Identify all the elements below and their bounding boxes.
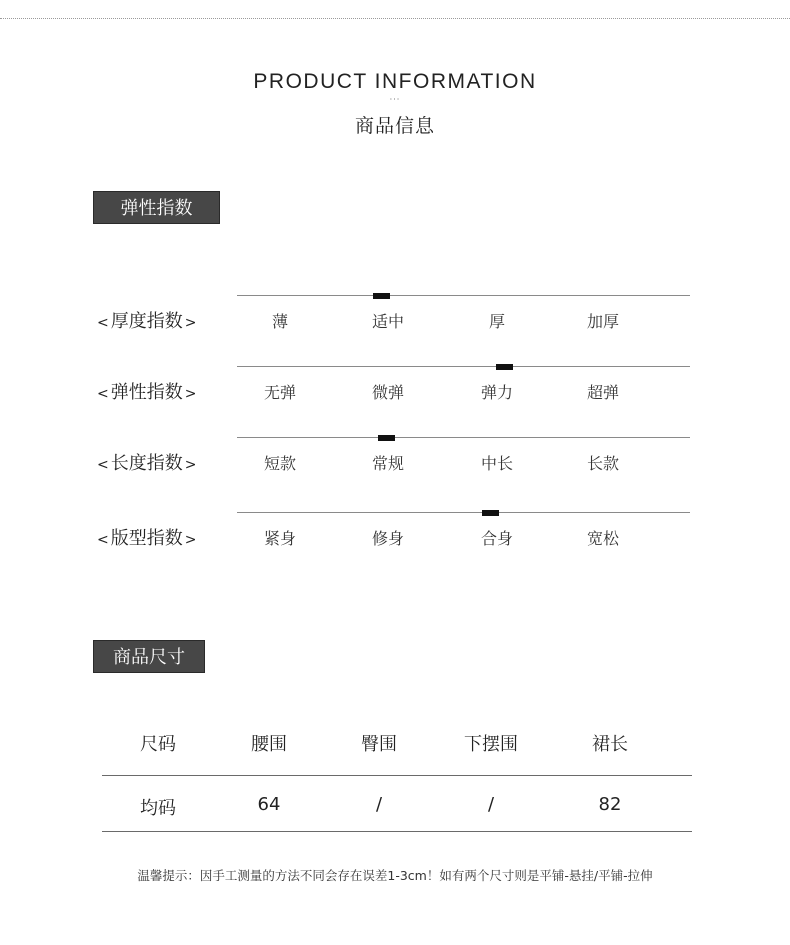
index-option: 薄 bbox=[271, 312, 288, 331]
size-table-header: 臀围 bbox=[361, 734, 397, 755]
section-label-elasticity: 弹性指数 bbox=[93, 191, 220, 224]
index-name-label: 厚度指数 bbox=[110, 311, 183, 332]
title-dots: ··· bbox=[389, 95, 401, 104]
size-table-divider bbox=[102, 775, 692, 776]
left-angle-icon: < bbox=[97, 532, 109, 548]
index-option: 无弹 bbox=[263, 383, 296, 402]
size-table-cell: / bbox=[487, 794, 495, 815]
index-row bbox=[0, 366, 790, 416]
right-angle-icon: > bbox=[184, 315, 197, 331]
index-marker bbox=[482, 510, 499, 516]
index-name bbox=[95, 449, 198, 475]
index-option: 微弹 bbox=[371, 383, 404, 402]
index-option: 加厚 bbox=[586, 312, 619, 331]
index-scale-line bbox=[237, 366, 690, 367]
index-option: 中长 bbox=[480, 454, 513, 473]
index-option: 适中 bbox=[371, 312, 404, 331]
right-angle-icon: > bbox=[184, 386, 197, 402]
size-table-cell: 均码 bbox=[140, 798, 176, 819]
page-title-en: PRODUCT INFORMATION bbox=[253, 70, 537, 93]
index-scale-line bbox=[237, 437, 690, 438]
index-option: 短款 bbox=[263, 454, 296, 473]
index-option: 长款 bbox=[586, 454, 619, 473]
index-scale-line bbox=[237, 295, 690, 296]
size-table-header: 尺码 bbox=[140, 734, 176, 755]
index-marker bbox=[373, 293, 390, 299]
index-row bbox=[0, 295, 790, 345]
index-option: 常规 bbox=[371, 454, 404, 473]
index-name bbox=[95, 378, 198, 404]
size-table-cell: / bbox=[375, 794, 383, 815]
index-scale-line bbox=[237, 512, 690, 513]
left-angle-icon: < bbox=[97, 386, 109, 402]
size-table-header: 裙长 bbox=[592, 734, 628, 755]
index-row bbox=[0, 512, 790, 562]
index-marker bbox=[496, 364, 513, 370]
index-row bbox=[0, 437, 790, 487]
index-option: 合身 bbox=[480, 529, 513, 548]
left-angle-icon: < bbox=[97, 457, 109, 473]
index-name bbox=[95, 307, 198, 333]
index-option: 修身 bbox=[371, 529, 404, 548]
index-option: 厚 bbox=[488, 312, 505, 331]
index-marker bbox=[378, 435, 395, 441]
index-option: 宽松 bbox=[586, 529, 619, 548]
index-name-label: 弹性指数 bbox=[110, 382, 183, 403]
measurement-note: 温馨提示：因手工测量的方法不同会存在误差1-3cm！如有两个尺寸则是平铺-悬挂/平铺-拉伸 bbox=[137, 868, 653, 883]
right-angle-icon: > bbox=[184, 457, 197, 473]
index-option: 紧身 bbox=[263, 529, 296, 548]
size-table-header: 腰围 bbox=[251, 734, 287, 755]
index-option: 超弹 bbox=[586, 383, 619, 402]
size-table-header: 下摆围 bbox=[464, 734, 518, 755]
index-name-label: 长度指数 bbox=[110, 453, 183, 474]
index-name bbox=[95, 524, 198, 550]
size-table-divider bbox=[102, 831, 692, 832]
right-angle-icon: > bbox=[184, 532, 197, 548]
index-name-label: 版型指数 bbox=[110, 528, 183, 549]
top-dotted-divider bbox=[0, 18, 790, 19]
index-option: 弹力 bbox=[480, 383, 513, 402]
size-table-cell: 82 bbox=[598, 794, 622, 815]
left-angle-icon: < bbox=[97, 315, 109, 331]
page-title-cn: 商品信息 bbox=[354, 115, 435, 137]
size-table-cell: 64 bbox=[257, 794, 281, 815]
section-label-size: 商品尺寸 bbox=[93, 640, 205, 673]
